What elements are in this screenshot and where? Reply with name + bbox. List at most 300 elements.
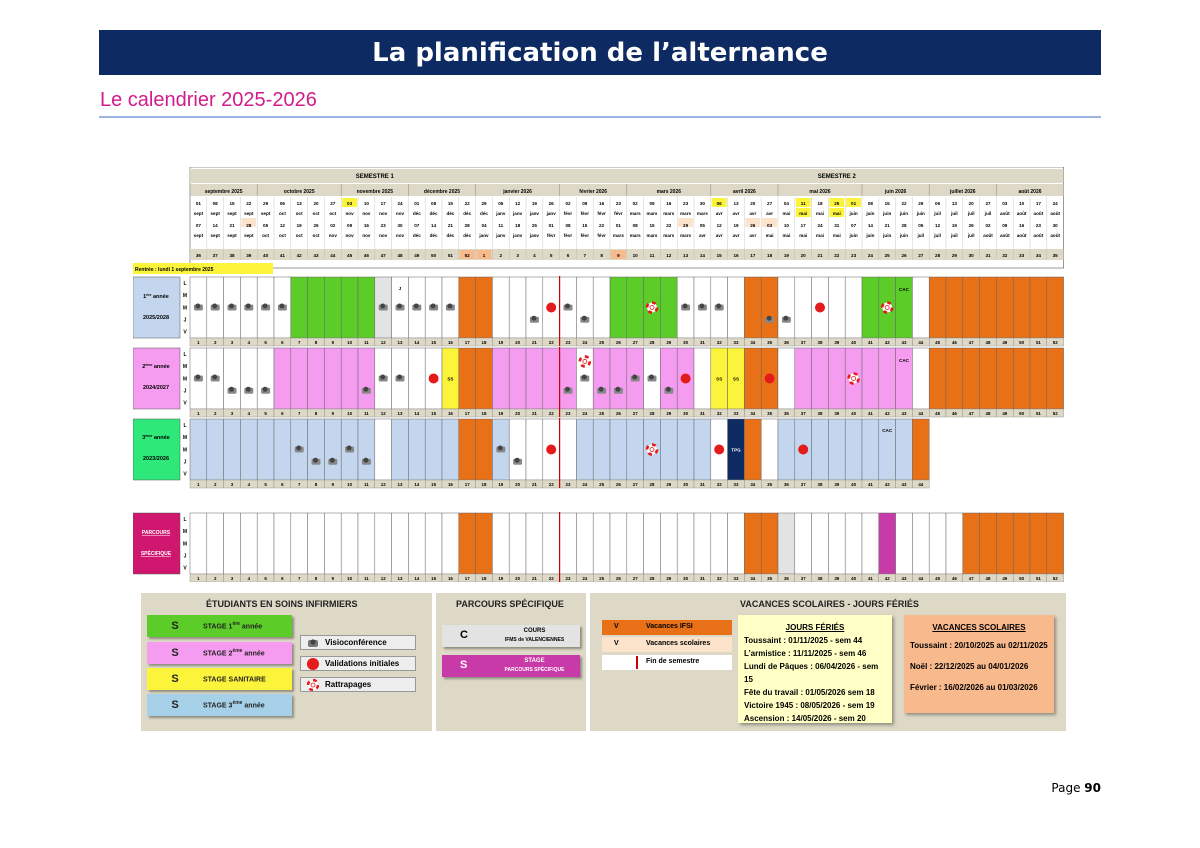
week-index: 44 [918,411,924,416]
week-column [660,348,677,409]
week-index: 29 [666,340,672,345]
year-span: 2025/2028 [143,315,169,321]
week-start-day: 16 [666,201,672,206]
buoy-ring [647,303,657,313]
week-end-month: mars [629,233,641,238]
week-column [560,513,577,574]
week-index: 23 [565,340,571,345]
week-index: 14 [414,482,420,487]
visio-head [397,304,402,309]
week-end-day: 07 [195,223,201,228]
visio-head [246,387,251,392]
week-start-month: août [1050,211,1061,216]
visio-head [313,458,318,463]
week-end-day: 03 [767,223,773,228]
videoconference-icon [681,304,690,311]
week-end-month: mai [816,233,824,238]
week-index: 34 [750,482,756,487]
week-start-day: 06 [716,201,722,206]
week-column [341,277,358,338]
week-column [828,513,845,574]
iso-week-number: 18 [767,253,773,258]
week-end-month: sept [193,233,204,238]
legend-stage-ps-letter: S [460,659,468,671]
week-column [408,513,425,574]
week-start-month: oct [312,211,320,216]
day-letter: L [183,280,187,287]
iso-week-number: 30 [968,253,974,258]
week-column [593,277,610,338]
week-index: 30 [683,411,689,416]
week-end-day: 09 [347,223,353,228]
week-column [526,419,543,480]
week-end-day: 04 [481,223,487,228]
iso-week-number: 10 [632,253,638,258]
week-start-month: janv [546,211,556,216]
week-index: 7 [297,482,301,487]
week-column [728,513,745,574]
iso-week-number: 27 [918,253,924,258]
visio-head [447,304,452,309]
week-end-month: nov [345,233,354,238]
week-index: 2 [213,482,217,487]
iso-week-number: 40 [263,253,269,258]
day-letter: M [182,305,188,312]
legend-stage-2 [147,642,292,664]
week-column [576,419,593,480]
week-column [492,277,509,338]
week-column [996,513,1013,574]
week-column [946,277,963,338]
cell-mark: CAC [899,358,909,364]
week-index: 11 [364,482,369,487]
week-end-day: 21 [229,223,235,228]
week-end-day: 21 [884,223,890,228]
week-index: 52 [1052,576,1058,581]
week-index: 36 [783,411,789,416]
week-column [929,348,946,409]
week-index: 26 [615,340,621,345]
videoconference-icon [513,458,522,465]
week-start-month: juil [934,211,941,216]
week-start-day: 12 [515,201,521,206]
week-index: 32 [716,576,722,581]
iso-week-number: 29 [951,253,957,258]
week-start-day: 27 [767,201,773,206]
week-index: 43 [901,482,907,487]
week-index: 49 [1002,411,1008,416]
week-start-month: avr [715,211,723,216]
week-start-day: 23 [615,201,621,206]
week-index: 43 [901,576,907,581]
videoconference-icon [379,375,388,382]
legend-vacances-title: VACANCES SCOLAIRES - JOURS FÉRIÉS [740,599,919,609]
week-index: 14 [414,340,420,345]
week-index: 48 [985,340,991,345]
legend-stage-label: STAGE 1ère année [203,621,263,631]
validation-dot-icon [765,374,775,384]
week-end-month: mai [799,233,808,238]
legend-visio: Visioconférence [300,635,416,650]
week-index: 35 [767,576,773,581]
week-start-month: mars [680,211,692,216]
visio-head [767,316,772,321]
page-title: La planification de l’alternance [372,37,828,68]
week-column [980,513,997,574]
week-index: 1 [197,411,200,416]
iso-week-number: 3 [516,253,519,258]
week-index: 19 [498,411,504,416]
week-start-month: oct [329,211,337,216]
legend-stage-ps-line2: PARCOURS SPÉCIFIQUE [504,667,565,673]
week-index: 10 [347,411,353,416]
week-start-day: 13 [296,201,302,206]
week-end-day: 26 [968,223,974,228]
day-letter: L [183,422,187,429]
week-index: 16 [447,340,453,345]
week-index: 42 [884,482,890,487]
week-column [324,419,341,480]
week-column [778,277,795,338]
videoconference-icon [664,387,673,394]
week-start-month: sept [260,211,271,216]
week-start-day: 20 [313,201,319,206]
week-start-month: août [999,211,1010,216]
videoconference-icon [307,637,319,649]
week-column [224,513,241,574]
week-column [744,513,761,574]
week-column [240,348,257,409]
week-start-month: févr [597,211,606,216]
week-index: 4 [247,411,251,416]
videoconference-icon [429,304,438,311]
week-index: 45 [935,340,941,345]
week-index: 25 [599,576,605,581]
videoconference-icon [244,387,253,394]
week-column [896,419,913,480]
week-index: 43 [901,411,907,416]
week-end-month: févr [546,233,556,238]
week-index: 26 [615,411,621,416]
week-column [257,419,274,480]
week-index: 46 [951,340,957,345]
week-end-month: mars [663,233,675,238]
visio-head [599,387,604,392]
week-index: 34 [750,340,756,345]
videoconference-icon [564,387,573,394]
week-index: 21 [531,482,537,487]
week-end-day: 31 [834,223,840,228]
videoconference-icon [765,316,774,323]
legend-stage-letter: S [171,647,179,659]
week-end-day: 02 [985,223,991,228]
week-start-month: mars [646,211,658,216]
week-end-month: févr [580,233,590,238]
videoconference-icon [261,304,270,311]
visio-head [414,304,419,309]
week-index: 38 [817,576,823,581]
week-index: 42 [884,340,890,345]
week-index: 41 [867,340,873,345]
week-index: 32 [716,482,722,487]
week-index: 11 [364,411,369,416]
week-index: 29 [666,482,672,487]
month-label: septembre 2025 [204,189,243,195]
week-end-month: juin [866,233,875,238]
week-index: 31 [699,340,705,345]
week-start-day: 13 [951,201,957,206]
week-column [845,277,862,338]
year-block-label-bg [133,419,180,480]
week-index: 22 [548,340,554,345]
week-index: 22 [548,576,554,581]
iso-week-number: 9 [617,253,620,258]
week-index: 22 [548,411,554,416]
week-index: 28 [649,576,655,581]
week-start-month: mars [629,211,641,216]
legend-cours-line1: COURS [523,628,546,634]
week-index: 33 [733,576,739,581]
week-index: 20 [515,411,521,416]
day-letter: M [182,447,188,454]
videoconference-icon [782,316,791,323]
week-index: 5 [264,411,267,416]
week-start-month: mars [663,211,675,216]
week-start-month: déc [480,211,488,216]
week-column [509,419,526,480]
week-end-day: 19 [733,223,739,228]
day-letter: M [182,293,188,300]
week-column [812,348,829,409]
week-start-month: juin [849,211,858,216]
week-start-day: 27 [330,201,336,206]
week-start-day: 16 [599,201,605,206]
videoconference-icon [715,304,724,311]
week-index: 51 [1035,411,1041,416]
week-index: 48 [985,411,991,416]
week-index: 13 [397,482,403,487]
week-end-month: juil [917,233,925,238]
week-index: 23 [565,411,571,416]
cell-mark: TPG [731,447,741,453]
legend-stage-label: STAGE 3ème année [203,700,265,710]
week-start-month: avr [732,211,740,216]
week-column [291,348,308,409]
legend-cours-letter: C [460,629,468,641]
week-index: 9 [331,340,335,345]
week-end-day: 14 [212,223,218,228]
iso-week-number: 24 [867,253,873,258]
week-column [526,277,543,338]
iso-week-number: 41 [279,253,285,258]
week-column [862,348,879,409]
validation-dot-icon [798,445,808,455]
year-title: 3ème année [142,434,170,441]
week-start-month: sept [193,211,204,216]
week-index: 49 [1002,340,1008,345]
legend-rattrapages: Rattrapages [300,677,416,692]
week-index: 7 [297,576,301,581]
week-index: 33 [733,482,739,487]
week-end-month: oct [262,233,270,238]
week-column [744,277,761,338]
legend-key-fin-semestre: Fin de semestre [602,655,732,670]
week-start-month: nov [379,211,388,216]
week-start-month: juin [916,211,925,216]
week-index: 46 [951,576,957,581]
week-column [660,277,677,338]
week-index: 12 [380,576,386,581]
week-end-day: 08 [632,223,638,228]
week-index: 32 [716,411,722,416]
week-end-month: avr [715,233,723,238]
iso-week-number: 48 [397,253,403,258]
week-start-month: déc [412,211,421,216]
semester-band [190,169,1064,183]
iso-week-number: 46 [363,253,369,258]
week-end-month: juin [883,233,892,238]
week-index: 33 [733,411,739,416]
week-start-day: 06 [935,201,941,206]
week-start-day: 22 [901,201,907,206]
week-end-day: 11 [498,223,504,228]
iso-week-number: 32 [1002,253,1008,258]
week-column [358,513,375,574]
week-end-month: août [1016,233,1027,238]
page-subtitle: Le calendrier 2025-2026 [100,89,317,111]
visio-head [296,446,301,451]
week-column [778,513,795,574]
iso-week-number: 5 [549,253,553,258]
week-index: 5 [264,340,267,345]
videoconference-icon [597,387,606,394]
week-start-day: 22 [464,201,470,206]
week-index: 40 [851,340,857,345]
iso-week-number: 50 [431,253,437,258]
week-column [1047,348,1064,409]
day-letter: L [183,351,187,358]
day-letter: L [183,516,187,523]
week-column [694,513,711,574]
week-column [963,277,980,338]
week-index: 14 [414,576,420,581]
week-column [963,513,980,574]
year-block-label-bg [133,348,180,409]
week-column [912,513,929,574]
week-start-day: 26 [548,201,554,206]
iso-week-number: 34 [1035,253,1041,258]
visio-head [380,304,385,309]
week-start-month: juin [866,211,875,216]
week-index: 34 [750,411,756,416]
week-index: 44 [918,340,924,345]
lifebuoy-icon [307,679,319,691]
lifebuoy-icon [580,356,590,366]
week-index: 47 [968,576,974,581]
week-index: 28 [649,482,655,487]
week-index: 14 [414,411,420,416]
week-index: 20 [515,482,521,487]
week-index: 8 [314,576,318,581]
week-start-day: 23 [683,201,689,206]
week-index: 48 [985,576,991,581]
week-end-month: sept [244,233,254,238]
week-index: 10 [347,340,353,345]
jours-feries-item: Fête du travail : 01/05/2026 sem 18 [744,688,875,697]
week-start-month: juin [883,211,892,216]
week-index: 29 [666,576,672,581]
week-column [240,513,257,574]
week-index: 50 [1019,576,1025,581]
cell-mark: SS [732,376,740,382]
videoconference-icon [648,375,657,382]
week-end-day: 18 [515,223,521,228]
week-column [593,348,610,409]
week-start-month: mai [799,211,808,216]
buoy-ring [647,445,657,455]
legend-cours-line2: IFMS de VALENCIENNES [504,637,565,643]
week-column [744,348,761,409]
vacances-scolaires-item: Février : 16/02/2026 au 01/03/2026 [910,683,1038,692]
week-index: 9 [331,482,335,487]
week-end-day: 14 [431,223,437,228]
week-index: 45 [935,576,941,581]
week-index: 5 [264,576,267,581]
week-index: 8 [314,411,318,416]
week-column [324,277,341,338]
week-index: 21 [531,340,537,345]
week-index: 41 [867,482,873,487]
week-start-month: oct [278,211,286,216]
week-start-month: mai [832,211,841,216]
iso-week-number: 49 [414,253,420,258]
week-start-day: 24 [397,201,403,206]
vacances-scolaires-box [904,615,1054,713]
week-index: 47 [968,340,974,345]
vacances-scolaires-title: VACANCES SCOLAIRES [932,623,1026,632]
week-end-month: août [1033,233,1044,238]
week-end-month: avr [732,233,740,238]
week-end-day: 19 [296,223,302,228]
buoy-ring [580,356,590,366]
week-end-day: 15 [582,223,588,228]
iso-week-number: 23 [851,253,857,258]
cell-mark: SS [716,376,723,382]
month-label: octobre 2025 [283,189,315,195]
month-label: avril 2026 [732,189,756,195]
week-index: 36 [783,482,789,487]
week-index: 12 [380,482,386,487]
visio-head [229,304,234,309]
videoconference-icon [362,458,371,465]
year-block-label-bg [133,277,180,338]
buoy-ring [849,374,859,384]
week-index: 36 [783,340,789,345]
week-index: 12 [380,340,386,345]
week-start-month: mai [816,211,824,216]
week-column [711,513,728,574]
week-end-day: 21 [447,223,453,228]
week-column [694,348,711,409]
week-column [560,348,577,409]
week-start-month: août [1033,211,1044,216]
week-index: 26 [615,482,621,487]
month-label: août 2026 [1018,189,1042,195]
videoconference-icon [446,304,455,311]
week-start-month: sept [227,211,237,216]
week-column [980,277,997,338]
week-start-day: 25 [834,201,840,206]
